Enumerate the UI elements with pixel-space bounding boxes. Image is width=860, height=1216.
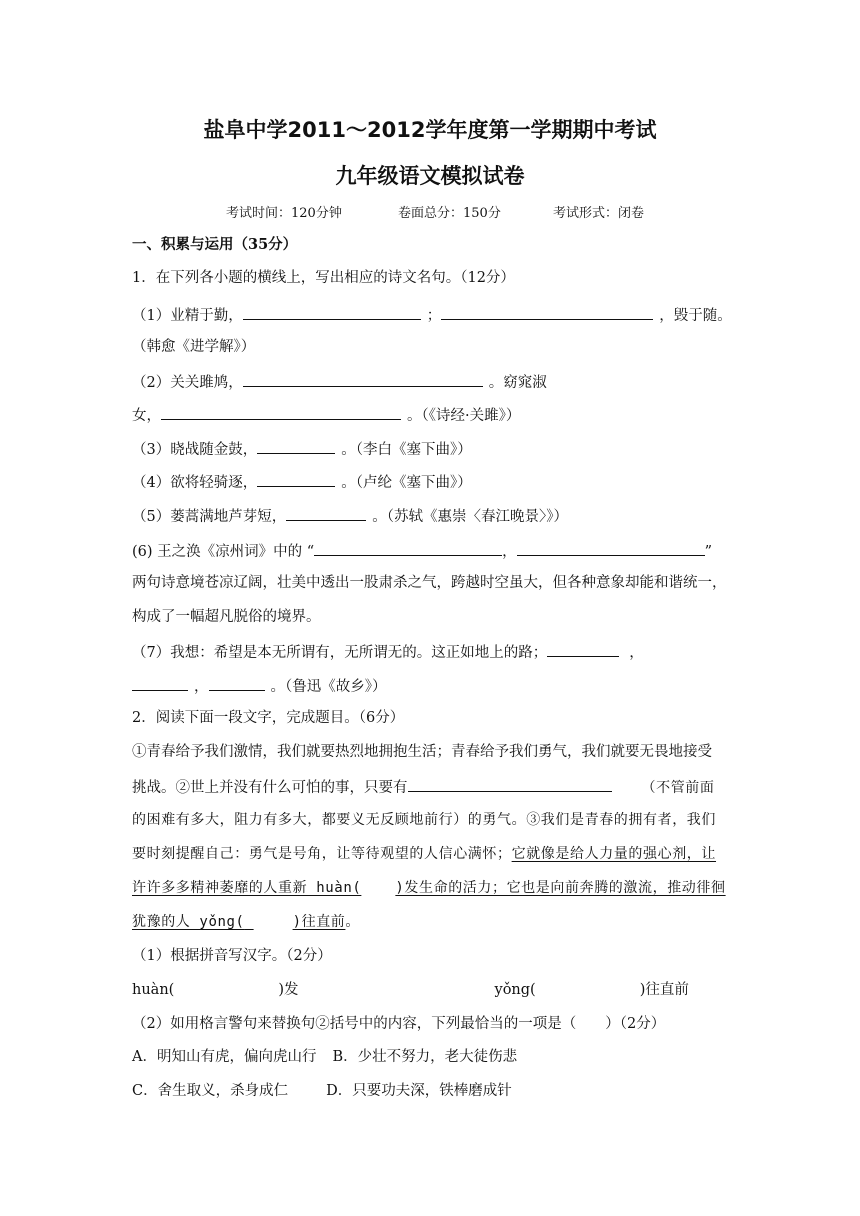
q1-item1-source: （韩愈《进学解》） [132,339,256,355]
pinyin-label: huàn( [132,982,175,998]
section-heading: 一、积累与运用（35分） [132,236,298,253]
q1-item5-source: 。（苏轼《惠崇〈春江晚景〉》） [372,509,568,525]
q2-options-row1 [132,1047,517,1067]
underlined-sentence: 它就像是给人力量的强心剂，让 [511,846,717,862]
passage-line-2 [132,776,715,798]
passage-text: )发生命的活力；它也是向前奔腾的激流，推动徘徊 [395,880,726,896]
q1-item7-text: （7）我想：希望是本无所谓有，无所谓无的。这正如地上的路； [132,645,548,661]
option-b: B．少壮不努力，老大徒伤悲 [332,1049,518,1065]
q2-options-row2 [132,1081,512,1101]
total-score: 卷面总分：150分 [398,206,501,221]
q1-item2-source: 。（《诗经·关雎》） [407,408,521,424]
option-c: C．舍生取义，杀身成仁 [132,1083,289,1099]
q1-item4-text: （4）欲将轻骑逐， [132,475,258,491]
answer-blank[interactable] [408,776,612,792]
q1-item1-end: ，毁于随。 [659,308,732,324]
q1-item3-text: （3）晓战随金鼓， [132,442,258,458]
q1-item4-source: 。（卢纶《塞下曲》） [341,475,472,491]
option-a: A．明知山有虎，偏向虎山行 [132,1049,317,1065]
answer-blank[interactable] [441,304,653,320]
q1-item7-comma: ， [629,645,644,661]
q1-item7 [132,641,644,663]
answer-blank[interactable] [132,675,188,691]
q1-item2-text: （2）关关雎鸠， [132,375,243,391]
answer-blank[interactable] [257,471,335,487]
exam-subtitle: 九年级语文模拟试卷 [335,164,525,188]
answer-blank[interactable] [209,675,265,691]
answer-blank[interactable] [547,641,619,657]
exam-format: 考试形式：闭卷 [553,206,645,221]
q1-item6-comma: ， [502,544,517,560]
q1-item5 [132,505,568,527]
passage-line-3: 的困难有多大，阻力有多大，都要义无反顾地前行）的勇气。③我们是青春的拥有者，我们 [132,812,716,828]
q1-item1 [132,304,732,326]
underlined-sentence: 犹豫的人 yǒng( [132,914,245,930]
q1-item2-cont2: 女， [132,408,161,424]
answer-blank[interactable] [314,540,502,556]
passage-text: 要时刻提醒自己：勇气是号角，让等待观望的人信心满怀； [132,846,512,862]
q2-stem: 2．阅读下面一段文字，完成题目。（6分） [132,710,405,726]
q1-item3-source: 。（李白《塞下曲》） [341,442,472,458]
passage-line-6 [132,912,360,932]
q1-item2 [132,371,547,393]
q1-item2-cont: 。窈窕淑 [488,375,547,391]
passage-line-1: ①青春给予我们激情，我们就要热烈地拥抱生活；青春给予我们勇气，我们就要无畏地接受 [132,744,712,760]
q1-item1-text: （1）业精于勤， [132,308,243,324]
q1-item6-line3: 构成了一幅超凡脱俗的境界。 [132,609,321,625]
answer-blank[interactable] [243,304,421,320]
q1-item7-source: 。（鲁迅《故乡》） [270,679,387,695]
q1-stem: 1．在下列各小题的横线上，写出相应的诗文名句。（12分） [132,270,515,286]
q1-item3 [132,438,472,460]
answer-blank[interactable] [243,371,483,387]
pinyin-label: )发 [278,982,299,998]
q1-item5-text: （5）蒌蒿满地芦芽短， [132,509,287,525]
option-d: D．只要功夫深，铁棒磨成针 [326,1083,512,1099]
q1-item1-sep: ； [426,308,442,324]
passage-text: 挑战。②世上并没有什么可怕的事，只要有 [132,780,408,796]
answer-blank[interactable] [257,438,335,454]
q1-item6-text: (6) 王之涣《凉州词》中的 “ [132,544,315,560]
q1-item7-line2 [132,675,387,697]
q1-item4 [132,471,472,493]
q2-sub1: （1）根据拼音写汉字。（2分） [132,948,332,964]
answer-blank[interactable] [517,540,705,556]
q1-item2-line2 [132,404,520,426]
q1-item6-quote: ” [704,544,713,560]
passage-line-5 [132,878,726,898]
passage-text: 。 [345,914,361,930]
passage-line-4 [132,844,716,864]
q1-item6-line2: 两句诗意境苍凉辽阔，壮美中透出一股肃杀之气，跨越时空虽大，但各种意象却能和谐统一， [132,575,727,591]
q2-sub2: （2）如用格言警句来替换句②括号中的内容，下列最恰当的一项是（ ）（2分） [132,1016,666,1032]
passage-text: 许许多多精神萎靡的人重新 huàn( [132,880,362,896]
underlined-sentence: )往直前 [292,914,346,930]
exam-time: 考试时间：120分钟 [226,206,342,221]
exam-title: 盐阜中学2011～2012学年度第一学期期中考试 [203,118,657,142]
pinyin-label: yǒng( [494,982,536,998]
q1-item7-comma2: ， [194,679,209,695]
q2-sub1-answers [132,980,689,1000]
pinyin-label: )往直前 [639,982,689,998]
passage-text: （不管前面 [641,780,715,796]
answer-blank[interactable] [286,505,366,521]
answer-blank[interactable] [161,404,401,420]
q1-item6 [132,540,712,562]
